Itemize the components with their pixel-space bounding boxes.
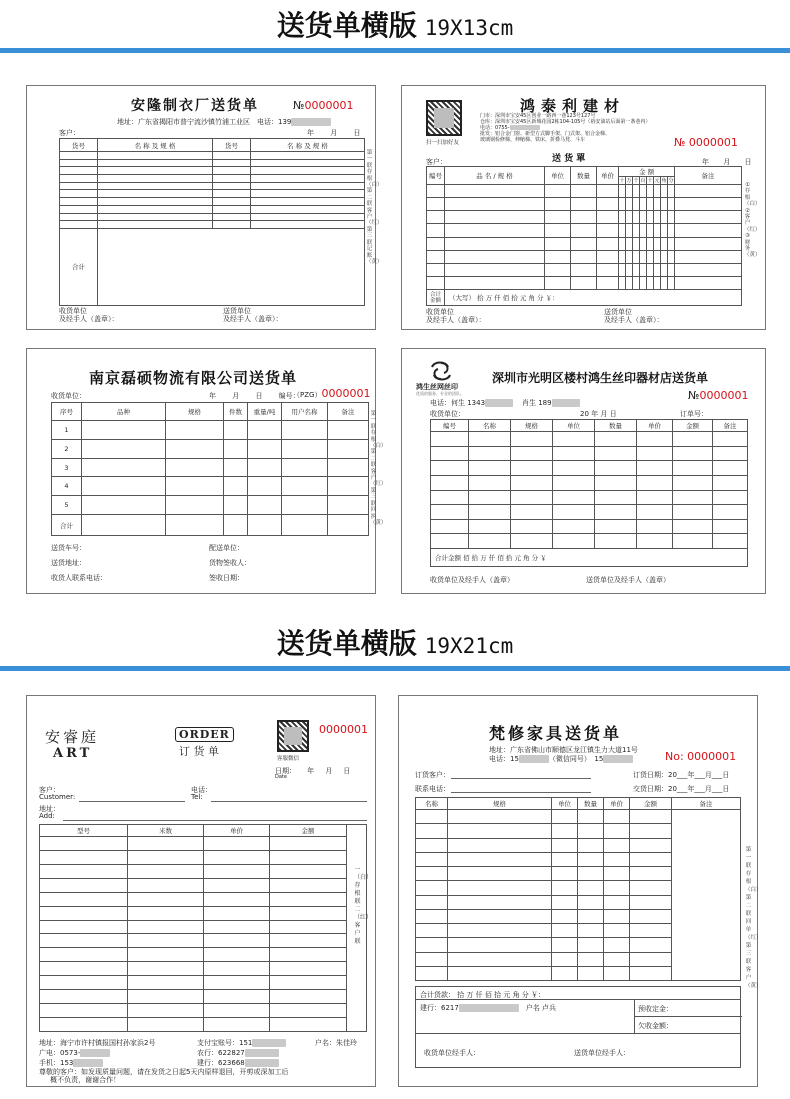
header-cell: 金额	[673, 420, 713, 432]
field-address: 送货地址：	[51, 559, 86, 567]
header-cell: 名 称 及 规 格	[251, 139, 365, 152]
spiral-logo-icon	[428, 361, 454, 381]
footer-bank-abc	[197, 1048, 279, 1058]
brand-name-cn: 安睿庭	[45, 728, 100, 746]
mobile-label: 手机：153	[39, 1059, 74, 1067]
phone-1	[430, 398, 513, 408]
total-row	[431, 549, 748, 567]
customer-label: 客户：	[426, 158, 447, 166]
form-number: 0000001	[319, 723, 368, 736]
row-number: 1	[52, 421, 82, 440]
table-row	[427, 263, 742, 276]
field-phone: 收货人联系电话：	[51, 574, 107, 582]
bank-info	[420, 1003, 556, 1013]
order-badge: ORDER	[175, 727, 234, 742]
address-field	[39, 806, 60, 820]
copy-side-label: 第一联存根（白）第二联回单（红）第三联客户（黄）	[745, 847, 762, 989]
table-row	[427, 224, 742, 237]
sign-sender: 送货单位及经手人（盖章）	[586, 576, 670, 584]
sign-receiver: 收货单位经手人：	[424, 1049, 480, 1057]
table-row	[431, 490, 748, 505]
phone-xiao: 肖生 189	[522, 399, 552, 407]
header-cell: 数量	[595, 420, 637, 432]
section2-title-text: 送货单横版	[276, 627, 417, 660]
address-label: 地址：	[39, 805, 60, 813]
qr-code-icon	[426, 100, 462, 136]
table-row	[431, 461, 748, 476]
bank-account-name: 户名 卢兵	[525, 1004, 557, 1012]
address-warehouse: 仓库：深圳市宝安45区新城花园2栋104-105号（裕安油站后面第一条巷内）	[480, 119, 651, 125]
table-row	[60, 159, 365, 167]
header-cell: 货号	[213, 139, 251, 152]
digit-cell: 百	[640, 178, 646, 184]
footer-account-name: 户名：朱佳玲	[315, 1039, 357, 1047]
table-row	[431, 432, 748, 447]
table-row	[427, 198, 742, 211]
phone-field	[191, 787, 212, 801]
header-cell: 金额	[630, 798, 672, 810]
table-row	[40, 1017, 347, 1031]
table-row	[427, 237, 742, 250]
company-info	[480, 113, 650, 143]
footer-address: 地址：海宁市许村镇报国村孙家浜2号	[39, 1039, 156, 1047]
table-row	[431, 446, 748, 461]
payment-box	[415, 1000, 741, 1034]
copy-side-label: 第一联存根（白）第二联客户（红）第三联回执（黄）	[370, 411, 387, 526]
header-cell: 名称	[416, 798, 448, 810]
header-cell: 名 称 及 规 格	[98, 139, 213, 152]
header-cell: 金 额	[619, 167, 675, 177]
brand-logo-text: 鸿生丝网丝印	[416, 383, 458, 391]
table-row	[40, 976, 347, 990]
card-hongsheng-form	[401, 348, 766, 594]
table-row	[60, 205, 365, 213]
digit-cell: 角	[661, 178, 667, 184]
field-sign-date: 签收日期：	[209, 574, 244, 582]
header-cell: 名称	[469, 420, 511, 432]
header-cell: 单价	[204, 825, 270, 837]
row-number: 3	[52, 458, 82, 477]
table-row	[52, 458, 369, 477]
phone: 电话：15	[489, 755, 519, 763]
section1-title-text: 送货单横版	[276, 9, 417, 42]
number-value: 0000001	[699, 389, 749, 402]
goods-table	[59, 138, 365, 306]
header-cell: 数量	[578, 798, 604, 810]
header-cell: 规格	[448, 798, 552, 810]
row-number: 4	[52, 477, 82, 496]
order-date-label: 订货日期：20___年___月___日	[633, 771, 730, 779]
table-row	[427, 211, 742, 224]
table-row	[40, 948, 347, 962]
sign-sender: 送货单位经手人：	[574, 1049, 630, 1057]
copy-side-label: 第一联存根（白）第二联客户（红）第三联记账（黄）	[366, 150, 383, 265]
table-row	[427, 276, 742, 289]
table-row	[40, 850, 347, 864]
header-cell: 单价	[597, 167, 619, 185]
table-row	[40, 920, 347, 934]
qr-code-icon	[277, 720, 309, 752]
copy-side-label: ①存根（白）②客户（红）③财务（黄）	[744, 182, 761, 259]
form-number	[293, 99, 353, 112]
customer-label: 客户：	[39, 786, 60, 794]
tel-label: 广电：0573-	[39, 1049, 81, 1057]
form-title: 鸿泰利建材	[520, 97, 626, 115]
field-signee: 货物签收人：	[209, 559, 251, 567]
header-cell: 编号	[431, 420, 469, 432]
table-row	[40, 934, 347, 948]
table-row	[416, 810, 741, 824]
table-row	[52, 496, 369, 515]
header-cell: 备注	[328, 403, 369, 421]
number-prefix: （PZG）	[293, 391, 322, 399]
header-cell: 序号	[52, 403, 82, 421]
section1-accent-bar	[0, 48, 790, 53]
total-amount-words: 合计货款： 拾 万 仟 佰 拾 元 角 分 ￥：	[420, 991, 546, 999]
footer-mobile	[39, 1058, 103, 1068]
header-cell: 品种	[82, 403, 166, 421]
total-label: 合计 金额	[427, 290, 445, 306]
header-cell: 品 名 / 规 格	[445, 167, 545, 185]
digit-cell: 千	[633, 178, 639, 184]
phone-he: 电话：何生 1343	[430, 399, 486, 407]
total-label: 合计	[60, 228, 98, 305]
goods-table	[426, 166, 742, 306]
customer-field	[39, 787, 75, 801]
total-row	[427, 290, 742, 306]
form-title: 南京磊硕物流有限公司送货单	[89, 369, 298, 387]
form-title: 深圳市光明区楼村鸿生丝印器材店送货单	[492, 371, 709, 385]
sign-box	[415, 1034, 741, 1068]
table-row	[60, 221, 365, 229]
header-cell: 米数	[128, 825, 204, 837]
form-number	[688, 389, 748, 402]
table-row	[427, 250, 742, 263]
header-cell: 货号	[60, 139, 98, 152]
table-row	[40, 1004, 347, 1018]
address: 地址：广东省揭阳市普宁流沙镇竹浦工业区	[117, 118, 250, 126]
header-cell: 备注	[675, 167, 742, 185]
phone: 电话：0755-	[480, 125, 510, 131]
total-row	[415, 986, 741, 1000]
total-amount-words: （大写） 拾 万 仟 佰 拾 元 角 分 ￥：	[445, 290, 742, 306]
brand-name-en: ART	[53, 746, 93, 761]
footer-tel	[39, 1048, 110, 1058]
table-row	[52, 439, 369, 458]
table-row	[60, 152, 365, 160]
address-underline	[63, 820, 367, 821]
table-row	[40, 878, 347, 892]
table-row	[60, 213, 365, 221]
ccb-label: 建行：623668	[197, 1059, 245, 1067]
owed-label: 欠收金额：	[638, 1022, 673, 1030]
order-number-label: 订单号：	[680, 410, 708, 418]
footer-alipay	[197, 1038, 286, 1048]
form-number: No: 0000001	[665, 750, 737, 763]
order-cn-label: 订 货 单	[179, 745, 219, 758]
header-cell: 备注	[713, 420, 748, 432]
header-cell: 数量	[571, 167, 597, 185]
phone-2: 15	[594, 755, 604, 763]
bank-label: 建行：6217	[420, 1004, 459, 1012]
phone-label: 电话：	[191, 786, 212, 794]
delivery-date-label: 交货日期：20___年___月___日	[633, 785, 730, 793]
row-number: 5	[52, 496, 82, 515]
header-cell: 单位	[552, 798, 578, 810]
row-number: 2	[52, 439, 82, 458]
table-row	[431, 534, 748, 549]
digit-cell: 元	[654, 178, 660, 184]
digit-cell: 十	[619, 178, 625, 184]
customer-label-en: Customer:	[39, 793, 76, 801]
sign-sender: 送货单位 及经手人（盖章）：	[223, 307, 283, 323]
header-cell: 用户名称	[282, 403, 328, 421]
header-cell: 重量/吨	[248, 403, 282, 421]
qr-caption: 客服微信	[277, 756, 300, 762]
footer-notice: 尊敬的客户：如发现质量问题，请在发货之日起5天内原样退回，开剪或深加工后 概不负责，谢谢合作！	[39, 1068, 289, 1084]
business-line1: 批发：铝合金门窗、新型方式脚手架、门式架、铝合金梯、	[480, 131, 611, 137]
address-shop: 门市：深圳市宝安45区创业一路西一巷123号127号	[480, 113, 596, 119]
phone-line	[489, 754, 633, 764]
contact-label: 联系电话：	[415, 785, 450, 793]
phone-2	[522, 398, 580, 408]
table-row	[60, 198, 365, 206]
sign-sender: 送货单位 及经手人（盖章）：	[604, 308, 664, 324]
total-label: 合计	[52, 515, 82, 536]
section1-size: 19X13cm	[424, 16, 514, 40]
footer-bank-ccb	[197, 1058, 279, 1068]
receiver-label: 收货单位：	[430, 410, 465, 418]
header-cell: 型号	[40, 825, 128, 837]
table-row	[60, 167, 365, 175]
table-row	[40, 906, 347, 920]
field-plate: 送货车号：	[51, 544, 86, 552]
customer-label: 客户：	[59, 129, 80, 137]
goods-table	[51, 402, 369, 536]
table-row	[40, 962, 347, 976]
header-cell: 规格	[511, 420, 553, 432]
goods-table	[415, 797, 741, 981]
goods-table	[430, 419, 748, 567]
copy-side-label: 一（白）存根联 二（红）客户联	[354, 866, 373, 945]
sign-receiver: 收货单位 及经手人（盖章）：	[59, 307, 119, 323]
number-prefix: №	[293, 99, 305, 112]
digit-cell: 十	[647, 178, 653, 184]
card-anlong-form	[26, 85, 383, 330]
date-label: 日期： 年 月 日	[275, 767, 351, 775]
deposit-label: 预收定金：	[638, 1005, 673, 1013]
contact-underline	[451, 792, 591, 793]
total-row	[60, 228, 365, 305]
form-number: № 0000001	[674, 136, 738, 149]
header-cell: 规格	[166, 403, 224, 421]
table-row	[60, 175, 365, 183]
table-row	[431, 519, 748, 534]
date-label: 年 月 日	[702, 158, 752, 166]
document-type: 送 货 單	[552, 154, 586, 164]
order-customer-underline	[451, 778, 591, 779]
address-line	[117, 117, 331, 127]
number-value: 0000001	[321, 387, 371, 400]
table-row	[431, 475, 748, 490]
date-label: 年 月 日	[307, 129, 361, 137]
date-label: 20 年 月 日	[580, 410, 617, 418]
table-row	[40, 990, 347, 1004]
section1-title	[0, 4, 790, 44]
table-row	[60, 190, 365, 198]
qr-caption: 扫一扫加好友	[426, 140, 460, 146]
receiver-label: 收货单位：	[51, 392, 86, 400]
date-label-en: Date	[275, 774, 287, 780]
header-cell: 单位	[545, 167, 571, 185]
card-fanxiu-form	[398, 695, 762, 1087]
phone-label-en: Tel:	[191, 793, 203, 801]
abc-label: 农行：622827	[197, 1049, 245, 1057]
card-hongtaili-form	[401, 85, 766, 330]
wechat-note: （微信同号）	[548, 755, 588, 763]
table-row	[431, 505, 748, 520]
brand-slogan: 优质的服务，专业的团队。	[416, 391, 464, 396]
table-row	[427, 185, 742, 198]
form-title: 安隆制衣厂送货单	[131, 98, 259, 114]
phone-underline	[211, 801, 367, 802]
section2-size: 19X21cm	[424, 634, 514, 658]
table-row	[40, 892, 347, 906]
phone: 电话：139	[257, 118, 292, 126]
total-amount-words: 合计金额 佰 拾 万 仟 佰 拾 元 角 分 ￥	[431, 549, 748, 567]
total-row	[52, 515, 369, 536]
goods-table	[39, 824, 347, 1032]
header-cell: 单位	[553, 420, 595, 432]
header-cell: 金额	[270, 825, 347, 837]
header-cell: 单价	[604, 798, 630, 810]
digit-cell: 万	[626, 178, 632, 184]
redacted-block	[291, 118, 331, 126]
table-row	[40, 864, 347, 878]
alipay-label: 支付宝账号：151	[197, 1039, 253, 1047]
form-number	[293, 387, 370, 400]
number-value: 0000001	[304, 99, 354, 112]
address-label-en: Add:	[39, 812, 55, 820]
business-line2: 玻璃钢检修梯、伸缩梯、铁床、折叠马凳、斗车	[480, 137, 586, 143]
header-cell: 编号	[427, 167, 445, 185]
digit-cell: 分	[668, 178, 674, 184]
header-cell: 备注	[672, 798, 741, 810]
header-cell: 单价	[637, 420, 673, 432]
order-customer-label: 订货客户：	[415, 771, 450, 779]
address-line: 地址：广东省佛山市顺德区龙江镇生力大道11号	[489, 746, 638, 754]
card-anruiting-order	[26, 695, 376, 1087]
table-row	[52, 477, 369, 496]
date-number-label: 年 月 日 编号：	[209, 392, 300, 400]
table-row	[52, 421, 369, 440]
sign-receiver: 收货单位 及经手人（盖章）：	[426, 308, 486, 324]
field-dispatch: 配送单位：	[209, 544, 244, 552]
card-leishuo-form	[26, 348, 387, 594]
customer-underline	[79, 801, 185, 802]
section2-accent-bar	[0, 666, 790, 671]
table-row	[60, 182, 365, 190]
number-prefix: №	[688, 389, 700, 402]
sign-receiver: 收货单位及经手人（盖章）	[430, 576, 514, 584]
form-title: 梵修家具送货单	[489, 724, 623, 743]
header-cell: 件数	[224, 403, 248, 421]
table-row	[40, 837, 347, 851]
section2-title	[0, 622, 790, 662]
